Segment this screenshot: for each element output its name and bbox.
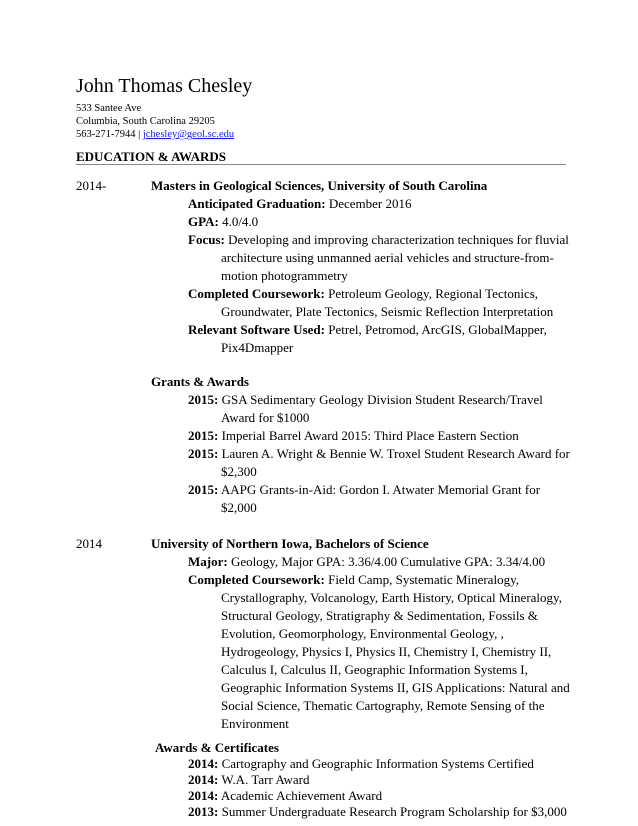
coursework-continuation: Geographic Information Systems II, GIS Applications: Natural and [221,680,570,695]
masters-software [188,322,547,338]
grant-item [188,482,540,498]
grant-item [188,392,543,408]
gpa-value: 4.0/4.0 [218,214,259,229]
masters-gpa [188,214,258,230]
bachelors-date: 2014 [76,536,102,551]
section-divider [76,164,566,165]
major-label: Major: [188,554,228,569]
city-address: Columbia, South Carolina 29205 [76,116,215,127]
email-link[interactable]: jchesley@geol.sc.edu [142,129,235,140]
applicant-name: John Thomas Chesley [76,75,253,97]
coursework-label: Completed Coursework: [188,572,325,587]
grant-text: Imperial Barrel Award 2015: Third Place Eastern Section [218,428,519,443]
masters-focus [188,232,569,248]
coursework-continuation: Hydrogeology, Physics I, Physics II, Chemistry I, Chemistry II, [221,644,552,659]
certificate-text: Summer Undergraduate Research Program Scholarship for $3,000 [218,804,567,819]
grant-item [188,428,519,444]
major-value: Geology, Major GPA: 3.36/4.00 Cumulative GPA: 3.34/4.00 [227,554,546,569]
bachelors-degree: University of Northern Iowa, Bachelors of Science [151,536,429,551]
grad-label: Anticipated Graduation: [188,196,326,211]
certificates-heading: Awards & Certificates [155,740,279,755]
grad-value: December 2016 [325,196,412,211]
grant-year: 2015: [188,446,219,461]
focus-continuation: architecture using unmanned aerial vehicles and structure-from- [221,250,554,265]
masters-coursework [188,286,538,302]
coursework-continuation: Structural Geology, Stratigraphy & Sedimentation, Fossils & [221,608,538,623]
focus-value: Developing and improving characterization techniques for fluvial [224,232,569,247]
coursework-continuation: Groundwater, Plate Tectonics, Seismic Reflection Interpretation [221,304,554,319]
grant-text: AAPG Grants-in-Aid: Gordon I. Atwater Memorial Grant for [218,482,541,497]
grant-continuation: $2,300 [221,464,257,479]
grant-item [188,446,570,462]
masters-date: 2014- [76,178,107,193]
gpa-label: GPA: [188,214,219,229]
section-title-education: EDUCATION & AWARDS [76,149,227,164]
grant-continuation: Award for $1000 [221,410,310,425]
certificate-item [188,772,310,788]
grant-continuation: $2,000 [221,500,257,515]
coursework-value: Field Camp, Systematic Mineralogy, [324,572,519,587]
software-label: Relevant Software Used: [188,322,325,337]
grant-text: GSA Sedimentary Geology Division Student Research/Travel [218,392,543,407]
coursework-label: Completed Coursework: [188,286,325,301]
anticipated-graduation [188,196,412,212]
certificate-year: 2014: [188,756,219,771]
focus-label: Focus: [188,232,225,247]
bachelors-coursework [188,572,519,588]
grant-text: Lauren A. Wright & Bennie W. Troxel Student Research Award for [218,446,570,461]
contact-line [76,128,234,141]
coursework-continuation: Calculus I, Calculus II, Geographic Information Systems I, [221,662,528,677]
bachelors-major [188,554,545,570]
grant-year: 2015: [188,392,219,407]
certificate-item [188,756,534,772]
coursework-continuation: Crystallography, Volcanology, Earth History, Optical Mineralogy, [221,590,562,605]
coursework-continuation: Evolution, Geomorphology, Environmental Geology, , [221,626,504,641]
certificate-year: 2013: [188,804,219,819]
certificate-text: W.A. Tarr Award [218,772,310,787]
coursework-continuation: Environment [221,716,289,731]
street-address: 533 Santee Ave [76,103,142,114]
certificate-item [188,788,382,804]
masters-degree: Masters in Geological Sciences, University of South Carolina [151,178,488,193]
software-continuation: Pix4Dmapper [221,340,294,355]
phone-number: 563-271-7944 | [76,129,143,140]
certificate-text: Academic Achievement Award [218,788,383,803]
certificate-year: 2014: [188,788,219,803]
certificate-item [188,804,567,820]
grant-year: 2015: [188,482,219,497]
certificate-text: Cartography and Geographic Information Systems Certified [218,756,534,771]
grants-heading: Grants & Awards [151,374,249,389]
software-value: Petrel, Petromod, ArcGIS, GlobalMapper, [324,322,547,337]
focus-continuation: motion photogrammetry [221,268,348,283]
coursework-continuation: Social Science, Thematic Cartography, Remote Sensing of the [221,698,545,713]
coursework-value: Petroleum Geology, Regional Tectonics, [324,286,539,301]
grant-year: 2015: [188,428,219,443]
certificate-year: 2014: [188,772,219,787]
